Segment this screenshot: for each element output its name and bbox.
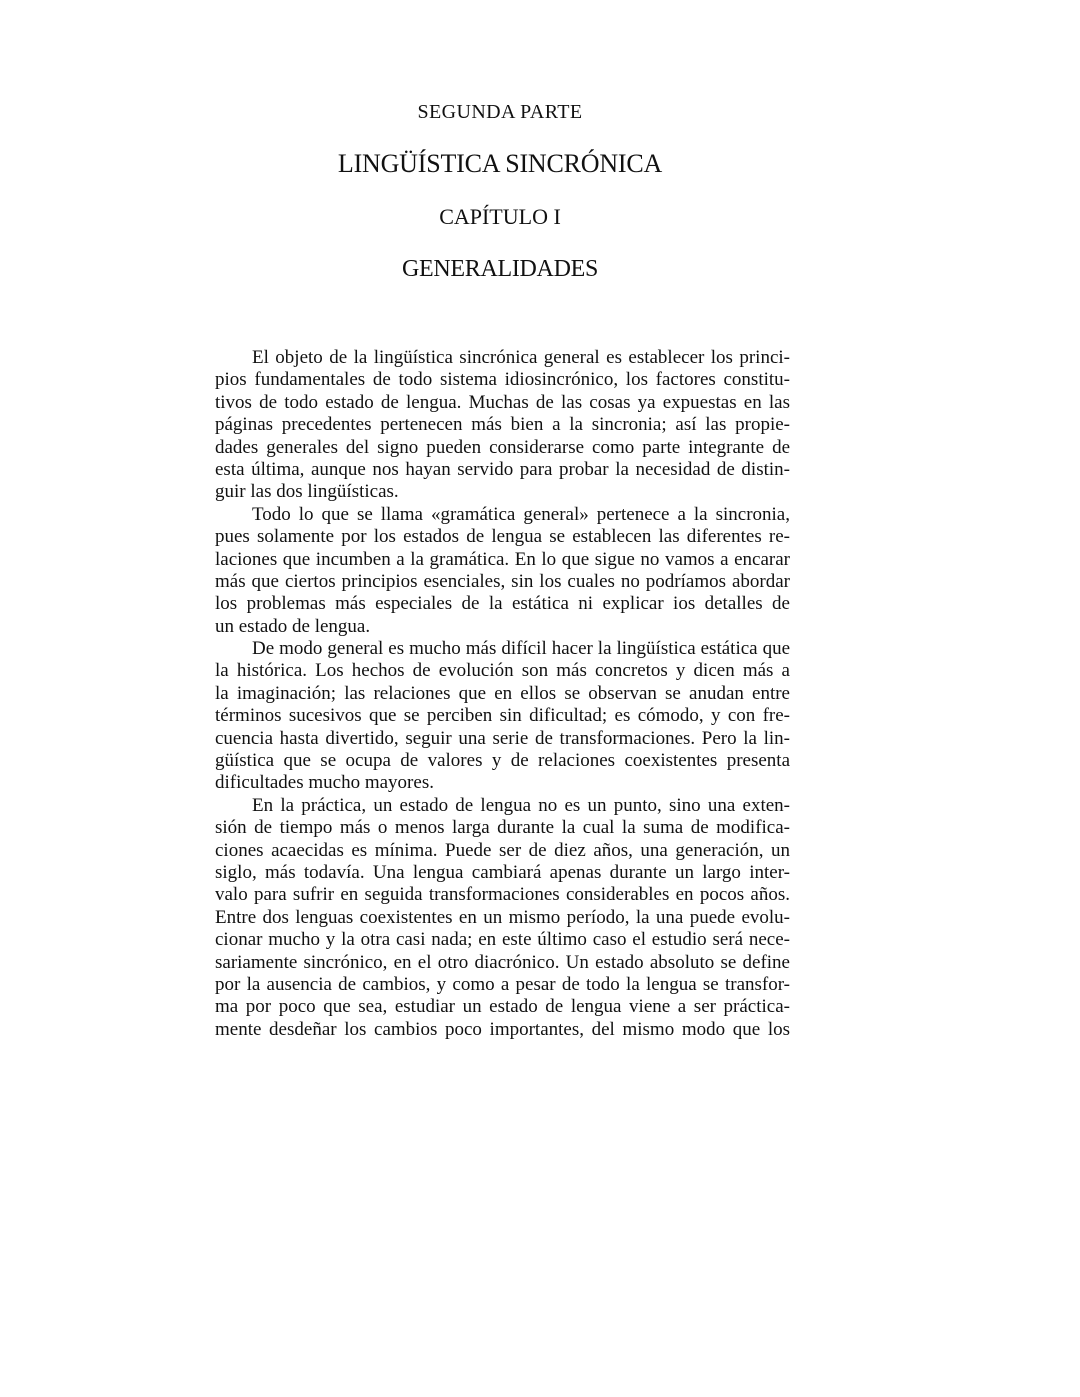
paragraph — [215, 347, 790, 504]
text-line: Entre dos lenguas coexistentes en un mismo período, la una puede evolu- — [215, 906, 790, 928]
text-line: dificultades mucho mayores. — [215, 772, 434, 794]
body-text — [215, 347, 790, 1041]
text-line: ciones acaecidas es mínima. Puede ser de diez años, una generación, un — [215, 839, 790, 861]
text-line: términos sucesivos que se perciben sin dificultad; es cómodo, y con fre- — [215, 705, 790, 727]
text-line: Todo lo que se llama «gramática general» pertenece a la sincronia, — [252, 503, 790, 525]
text-line: un estado de lengua. — [215, 615, 371, 637]
chapter-title: GENERALIDADES — [401, 256, 599, 282]
paragraph — [215, 638, 790, 795]
text-line: por la ausencia de cambios, y como a pesar de todo la lengua se transfor- — [215, 973, 790, 995]
text-line: En la práctica, un estado de lengua no es un punto, sino una exten- — [252, 794, 790, 816]
text-line: esta última, aunque nos hayan servido para probar la necesidad de distin- — [215, 458, 790, 480]
text-line: pues solamente por los estados de lengua se establecen las diferentes re- — [215, 526, 790, 548]
text-line: cionar mucho y la otra casi nada; en este último caso el estudio será nece- — [215, 929, 790, 951]
text-line: la histórica. Los hechos de evolución son más concretos y dicen más a — [215, 660, 790, 682]
text-line: más que ciertos principios esenciales, sin los cuales no podríamos abordar — [215, 570, 790, 592]
text-line: güística que se ocupa de valores y de relaciones coexistentes presenta — [215, 750, 790, 772]
text-line: sión de tiempo más o menos larga durante la cual la suma de modifica- — [215, 817, 790, 839]
text-line: laciones que incumben a la gramática. En lo que sigue no vamos a encarar — [215, 548, 790, 570]
text-line: El objeto de la lingüística sincrónica general es establecer los princi- — [252, 347, 790, 368]
text-line: ma por poco que sea, estudiar un estado de lengua viene a ser práctica- — [215, 996, 790, 1018]
text-line: cuencia hasta divertido, seguir una serie de transformaciones. Pero la lin- — [215, 727, 790, 749]
paragraph — [215, 795, 790, 1041]
text-line: dades generales del signo pueden considerarse como parte integrante de — [215, 436, 790, 458]
text-line: valo para sufrir en seguida transformaciones considerables en pocos años. — [215, 884, 790, 906]
text-line: los problemas más especiales de la estática ni explicar ios detalles de — [215, 593, 790, 615]
text-line: sariamente sincrónico, en el otro diacrónico. Un estado absoluto se define — [215, 951, 790, 973]
text-line: mente desdeñar los cambios poco importantes, del mismo modo que los — [215, 1018, 790, 1040]
chapter-label: CAPÍTULO I — [439, 204, 561, 229]
book-title: LINGÜÍSTICA SINCRÓNICA — [337, 149, 663, 178]
text-line: páginas precedentes pertenecen más bien a la sincronia; así las propie- — [215, 414, 790, 436]
paragraph — [215, 504, 790, 638]
part-label: SEGUNDA PARTE — [417, 101, 583, 123]
text-line: pios fundamentales de todo sistema idiosincrónico, los factores constitu- — [215, 369, 790, 391]
text-line: guir las dos lingüísticas. — [215, 481, 399, 503]
text-line: siglo, más todavía. Una lengua cambiará apenas durante un largo inter- — [215, 861, 790, 883]
text-line: la imaginación; las relaciones que en ellos se observan se anudan entre — [215, 682, 790, 704]
text-line: tivos de todo estado de lengua. Muchas de las cosas ya expuestas en las — [215, 391, 790, 413]
text-line: De modo general es mucho más difícil hacer la lingüística estática que — [252, 638, 790, 660]
